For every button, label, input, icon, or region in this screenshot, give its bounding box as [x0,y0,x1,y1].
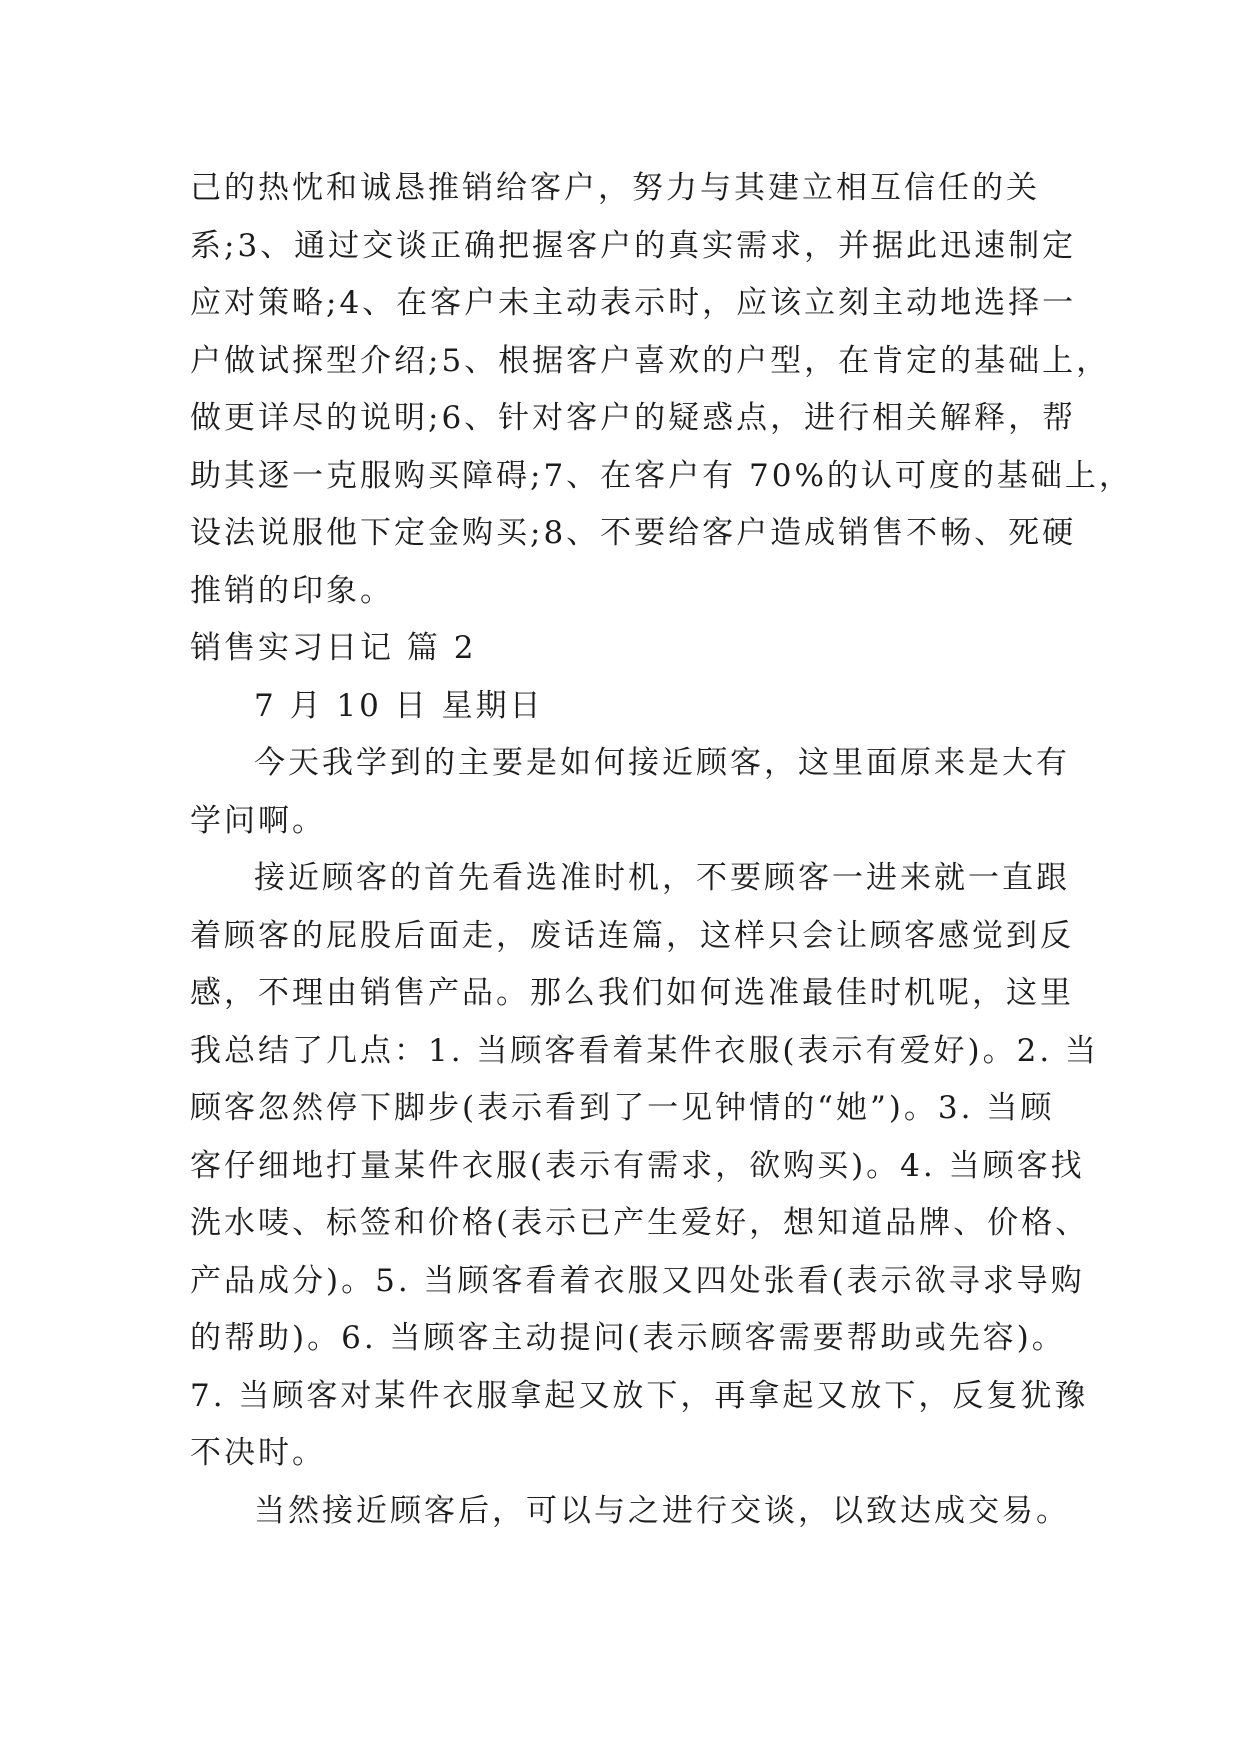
text-line: 客仔细地打量某件衣服(表示有需求，欲购买)。4. 当顾客找 [190,1147,1085,1184]
text-line: 接近顾客的首先看选准时机，不要顾客一进来就一直跟 [254,860,1070,896]
text-line: 学问啊。 [190,802,326,839]
text-line: 助其逐一克服购买障碍;7、在客户有 70%的认可度的基础上， [190,457,1133,494]
document-body [190,160,1133,1540]
text-line: 应对策略;4、在客户未主动表示时，应该立刻主动地选择一 [190,285,1077,321]
text-line: 我总结了几点：1. 当顾客看着某件衣服(表示有爱好)。2. 当 [190,1032,1100,1069]
text-line: 的帮助)。6. 当顾客主动提问(表示顾客需要帮助或先容)。 [190,1320,1066,1356]
text-line: 感，不理由销售产品。那么我们如何选准最佳时机呢，这里 [190,975,1074,1011]
text-line: 今天我学到的主要是如何接近顾客，这里面原来是大有 [254,745,1070,781]
text-line: 推销的印象。 [190,572,394,609]
text-line: 产品成分)。5. 当顾客看着衣服又四处张看(表示欲寻求导购 [190,1262,1085,1299]
diary-date: 7 月 10 日 星期日 [254,687,544,724]
text-line: 着顾客的屁股后面走，废话连篇，这样只会让顾客感觉到反 [190,917,1074,954]
text-line: 做更详尽的说明;6、针对客户的疑惑点，进行相关解释，帮 [190,400,1077,436]
section-heading: 销售实习日记 篇 2 [190,630,477,666]
text-line: 洗水唛、标签和价格(表示已产生爱好，想知道品牌、价格、 [190,1205,1090,1241]
text-line: 系;3、通过交谈正确把握客户的真实需求，并据此迅速制定 [190,227,1077,264]
text-line: 己的热忱和诚恳推销给客户，努力与其建立相互信任的关 [190,170,1040,206]
text-line: 当然接近顾客后，可以与之进行交谈，以致达成交易。 [254,1492,1070,1529]
text-line: 户做试探型介绍;5、根据客户喜欢的户型，在肯定的基础上， [190,342,1111,379]
text-line: 不决时。 [190,1435,326,1471]
text-line: 设法说服他下定金购买;8、不要给客户造成销售不畅、死硬 [190,515,1077,551]
text-line: 顾客忽然停下脚步(表示看到了一见钟情的“她”)。3. 当顾 [190,1090,1055,1126]
text-line: 7. 当顾客对某件衣服拿起又放下，再拿起又放下，反复犹豫 [190,1377,1089,1414]
